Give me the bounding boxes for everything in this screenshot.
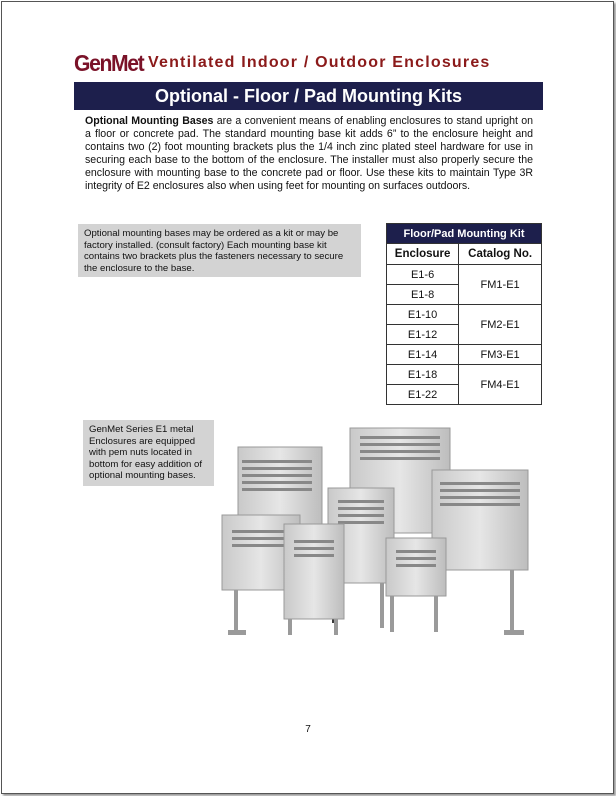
series-note: GenMet Series E1 metal Enclosures are equipped with pem nuts located in bottom for easy addition of optional mounting bases. — [83, 420, 214, 486]
table-cell-enclosure: E1-18 — [387, 365, 459, 385]
ordering-note: Optional mounting bases may be ordered as a kit or may be factory installed. (consult factory) Each mounting base kit contains two brackets plus the fasteners necessary to secure the enclosure to the base. — [78, 224, 361, 277]
mounting-kit-table — [386, 223, 542, 405]
intro-paragraph — [85, 115, 533, 193]
brand-title: Ventilated Indoor / Outdoor Enclosures — [148, 54, 491, 71]
table-cell-enclosure: E1-6 — [387, 265, 459, 285]
column-header-catalog: Catalog No. — [459, 244, 542, 265]
enclosure-image — [284, 524, 344, 635]
intro-lead: Optional Mounting Bases — [85, 115, 214, 127]
enclosures-photo — [220, 420, 550, 645]
table-cell-enclosure: E1-22 — [387, 385, 459, 405]
table-cell-catalog: FM3-E1 — [459, 345, 542, 365]
genmet-logo: GenMet — [74, 50, 144, 76]
table-cell-catalog: FM2-E1 — [459, 305, 542, 345]
table-title: Floor/Pad Mounting Kit — [387, 224, 542, 244]
section-banner: Optional - Floor / Pad Mounting Kits — [74, 82, 543, 110]
table-cell-enclosure: E1-12 — [387, 325, 459, 345]
column-header-enclosure: Enclosure — [387, 244, 459, 265]
table-cell-enclosure: E1-8 — [387, 285, 459, 305]
table-cell-catalog: FM1-E1 — [459, 265, 542, 305]
table-cell-enclosure: E1-14 — [387, 345, 459, 365]
intro-body: are a convenient means of enabling enclosures to stand upright on a floor or concrete pad. The standard mounting base kit adds 6” to the enclosure height and contains two (2) foot mounting brackets plus the 1/4 inch zinc plated steel hardware for use in securing each base to the bottom of the enclosure. The installer must also properly secure the enclosure with mounting base to the concrete pad or floor. Use these kits to maintain Type 3R integrity of E2 enclosures also when using feet for mounting on surfaces outdoors. — [85, 115, 534, 192]
table-cell-catalog: FM4-E1 — [459, 365, 542, 405]
table-cell-enclosure: E1-10 — [387, 305, 459, 325]
enclosure-image — [386, 538, 446, 632]
page-number: 7 — [305, 724, 311, 735]
